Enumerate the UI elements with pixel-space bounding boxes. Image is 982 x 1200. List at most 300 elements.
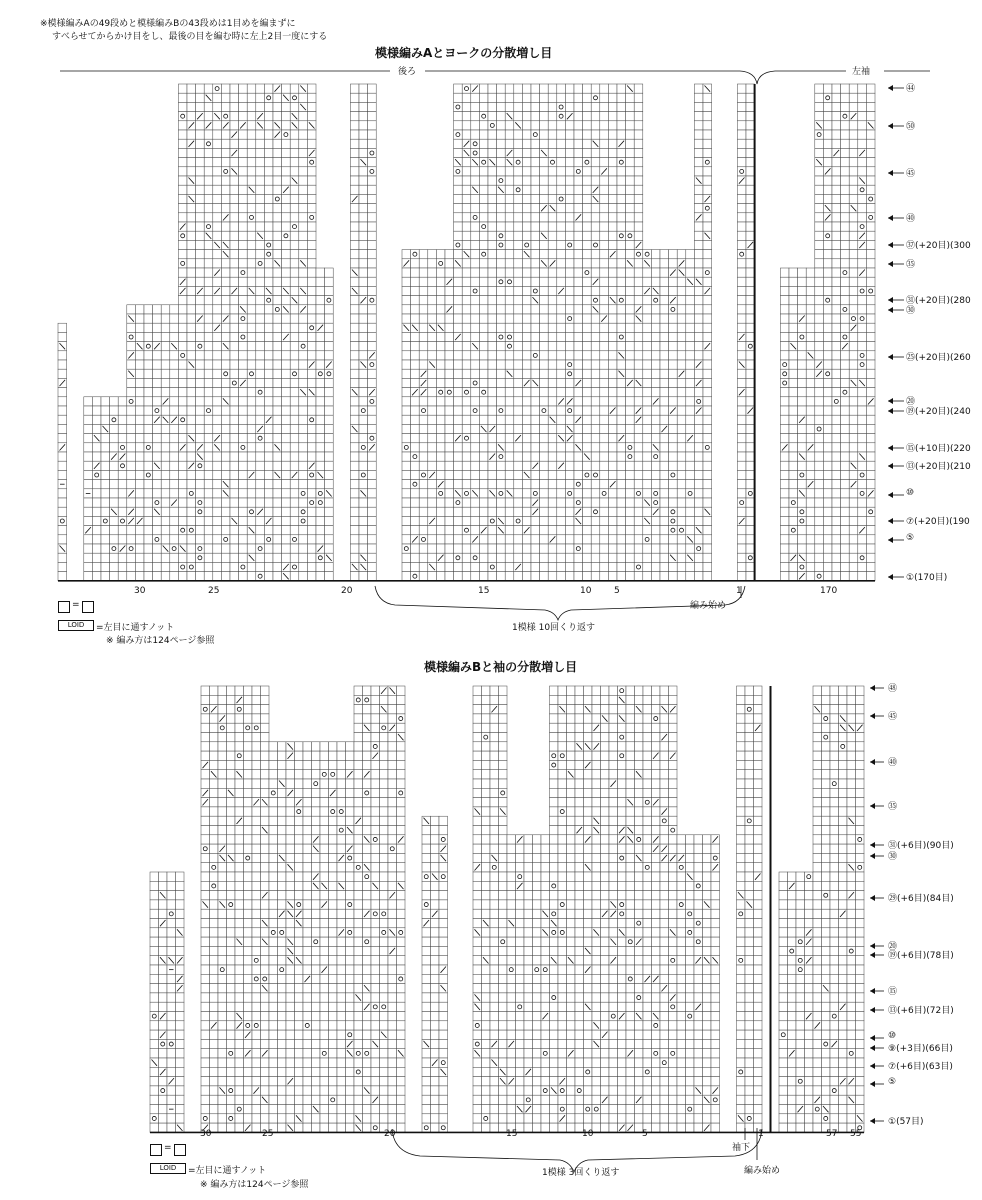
grid-cell — [218, 788, 227, 797]
grid-cell — [218, 984, 227, 993]
grid-cell — [252, 946, 261, 955]
grid-cell — [176, 891, 185, 900]
grid-cell — [167, 1021, 176, 1030]
grid-cell — [201, 1049, 210, 1058]
grid-cell — [201, 1012, 210, 1021]
grid-cell — [210, 956, 219, 965]
grid-cell — [244, 742, 253, 751]
grid-cell — [244, 1086, 253, 1095]
grid-cell — [218, 779, 227, 788]
grid-cell — [227, 1095, 236, 1104]
chart-a-row-label: ⑲(+20目)(240 — [906, 407, 971, 417]
grid-cell — [244, 1012, 253, 1021]
grid-cell — [269, 788, 278, 797]
grid-cell — [201, 733, 210, 742]
grid-cell — [210, 1086, 219, 1095]
grid-cell — [244, 881, 253, 890]
grid-cell — [261, 881, 270, 890]
grid-cell — [210, 760, 219, 769]
grid-cell — [167, 984, 176, 993]
grid-cell — [176, 1030, 185, 1039]
grid-cell — [227, 1123, 236, 1132]
grid-cell — [269, 835, 278, 844]
chart-a-row-label: ㊹ — [906, 84, 916, 94]
grid-cell — [201, 770, 210, 779]
grid-cell — [269, 826, 278, 835]
grid-cell — [252, 984, 261, 993]
grid-cell — [261, 1012, 270, 1021]
grid-cell — [235, 742, 244, 751]
grid-cell — [218, 1067, 227, 1076]
grid-cell — [244, 1095, 253, 1104]
grid-cell — [159, 965, 168, 974]
grid-cell — [210, 974, 219, 983]
grid-cell — [227, 872, 236, 881]
grid-cell — [252, 891, 261, 900]
grid-cell — [159, 881, 168, 890]
grid-cell — [159, 1123, 168, 1132]
grid-cell — [150, 1012, 159, 1021]
grid-cell — [210, 1012, 219, 1021]
grid-cell — [210, 946, 219, 955]
grid-cell — [167, 1095, 176, 1104]
grid-cell — [261, 1077, 270, 1086]
grid-cell — [261, 788, 270, 797]
grid-cell — [227, 900, 236, 909]
grid-cell — [218, 1114, 227, 1123]
grid-cell — [159, 872, 168, 881]
grid-cell — [150, 1105, 159, 1114]
grid-cell — [167, 1002, 176, 1011]
grid-cell — [261, 974, 270, 983]
grid-cell — [261, 733, 270, 742]
grid-cell — [176, 1105, 185, 1114]
grid-cell — [167, 1123, 176, 1132]
grid-cell — [201, 1095, 210, 1104]
grid-cell — [201, 881, 210, 890]
grid-cell — [235, 714, 244, 723]
grid-cell — [218, 919, 227, 928]
grid-cell — [252, 779, 261, 788]
grid-cell — [244, 863, 253, 872]
grid-cell — [244, 1058, 253, 1067]
grid-cell — [261, 807, 270, 816]
chart-a-row-label: ㊺ — [906, 169, 916, 179]
grid-cell — [159, 937, 168, 946]
grid-cell — [210, 872, 219, 881]
grid-cell — [218, 835, 227, 844]
grid-cell — [227, 751, 236, 760]
grid-cell — [244, 993, 253, 1002]
grid-cell — [210, 788, 219, 797]
grid-cell — [201, 742, 210, 751]
grid-cell — [150, 919, 159, 928]
grid-cell — [201, 872, 210, 881]
grid-cell — [201, 919, 210, 928]
grid-cell — [150, 900, 159, 909]
grid-cell — [261, 751, 270, 760]
grid-cell — [252, 1077, 261, 1086]
grid-cell — [252, 807, 261, 816]
grid-cell — [261, 705, 270, 714]
grid-cell — [252, 835, 261, 844]
grid-cell — [150, 1123, 159, 1132]
grid-cell — [201, 844, 210, 853]
grid-cell — [244, 1067, 253, 1076]
grid-cell — [210, 807, 219, 816]
grid-cell — [210, 937, 219, 946]
grid-cell — [252, 695, 261, 704]
grid-cell — [235, 1114, 244, 1123]
chart-b-title: 模様編みBと袖の分散増し目 — [424, 660, 578, 674]
grid-cell — [227, 984, 236, 993]
grid-cell — [218, 965, 227, 974]
grid-cell — [252, 788, 261, 797]
grid-cell — [210, 798, 219, 807]
grid-cell — [244, 1105, 253, 1114]
grid-cell — [210, 1049, 219, 1058]
grid-cell — [201, 928, 210, 937]
grid-cell — [252, 863, 261, 872]
grid-cell — [252, 974, 261, 983]
grid-cell — [150, 965, 159, 974]
grid-cell — [252, 919, 261, 928]
grid-cell — [227, 779, 236, 788]
grid-cell — [244, 714, 253, 723]
grid-cell — [227, 965, 236, 974]
grid-cell — [244, 686, 253, 695]
grid-cell — [218, 686, 227, 695]
grid-cell — [176, 1114, 185, 1123]
grid-cell — [201, 937, 210, 946]
grid-cell — [235, 984, 244, 993]
grid-cell — [235, 872, 244, 881]
grid-cell — [201, 1039, 210, 1048]
grid-cell — [261, 946, 270, 955]
grid-cell — [218, 974, 227, 983]
grid-cell — [176, 937, 185, 946]
grid-cell — [218, 770, 227, 779]
grid-cell — [167, 909, 176, 918]
grid-cell — [201, 956, 210, 965]
grid-cell — [218, 742, 227, 751]
grid-cell — [210, 844, 219, 853]
grid-cell — [167, 937, 176, 946]
chart-a-column-number: 25 — [208, 586, 220, 596]
grid-cell — [252, 1021, 261, 1030]
grid-cell — [269, 798, 278, 807]
grid-cell — [235, 900, 244, 909]
grid-cell — [269, 751, 278, 760]
grid-cell — [176, 1012, 185, 1021]
grid-cell — [176, 881, 185, 890]
grid-cell — [210, 1077, 219, 1086]
grid-cell — [201, 1105, 210, 1114]
grid-cell — [201, 705, 210, 714]
top-note-line2: すべらせてからかけ目をし、最後の目を編む時に左上2目一度にする — [52, 32, 328, 42]
grid-cell — [176, 1067, 185, 1076]
chart-a-row-label: ㉚ — [906, 306, 916, 316]
grid-cell — [218, 1123, 227, 1132]
grid-cell — [159, 1086, 168, 1095]
chart-a-row-label: ⑳ — [906, 397, 916, 407]
grid-cell — [210, 919, 219, 928]
grid-cell — [235, 835, 244, 844]
grid-cell — [218, 695, 227, 704]
grid-cell — [167, 1114, 176, 1123]
grid-cell — [261, 844, 270, 853]
grid-cell — [176, 1049, 185, 1058]
grid-cell — [244, 779, 253, 788]
grid-cell — [252, 816, 261, 825]
grid-cell — [261, 1058, 270, 1067]
grid-cell — [235, 760, 244, 769]
grid-cell — [150, 881, 159, 890]
grid-cell — [252, 844, 261, 853]
grid-cell — [252, 853, 261, 862]
grid-cell — [227, 826, 236, 835]
grid-cell — [244, 1021, 253, 1030]
grid-cell — [176, 1077, 185, 1086]
grid-cell — [218, 891, 227, 900]
grid-cell — [244, 965, 253, 974]
grid-cell — [210, 742, 219, 751]
grid-cell — [252, 909, 261, 918]
grid-cell — [176, 1021, 185, 1030]
grid-cell — [167, 872, 176, 881]
grid-cell — [210, 900, 219, 909]
grid-cell — [261, 779, 270, 788]
grid-cell — [252, 1123, 261, 1132]
grid-cell — [159, 1077, 168, 1086]
grid-cell — [227, 723, 236, 732]
grid-cell — [227, 1039, 236, 1048]
grid-cell — [227, 705, 236, 714]
grid-cell — [235, 928, 244, 937]
grid-cell — [261, 1086, 270, 1095]
grid-cell — [269, 779, 278, 788]
grid-cell — [218, 863, 227, 872]
grid-cell — [261, 928, 270, 937]
grid-cell — [244, 909, 253, 918]
grid-cell — [227, 1012, 236, 1021]
grid-cell — [210, 1105, 219, 1114]
grid-cell — [235, 1123, 244, 1132]
grid-cell — [218, 881, 227, 890]
grid-cell — [227, 760, 236, 769]
grid-cell — [244, 705, 253, 714]
grid-cell — [244, 984, 253, 993]
grid-cell — [252, 1002, 261, 1011]
grid-cell — [244, 1114, 253, 1123]
grid-cell — [159, 909, 168, 918]
grid-cell — [176, 1002, 185, 1011]
chart-a-column-number: 20 — [341, 586, 353, 596]
grid-cell — [210, 984, 219, 993]
grid-cell — [235, 751, 244, 760]
grid-cell — [167, 1067, 176, 1076]
grid-cell — [210, 816, 219, 825]
grid-cell — [201, 863, 210, 872]
grid-cell — [218, 1058, 227, 1067]
grid-cell — [261, 1021, 270, 1030]
grid-cell — [244, 835, 253, 844]
grid-cell — [261, 1067, 270, 1076]
grid-cell — [218, 956, 227, 965]
grid-cell — [150, 993, 159, 1002]
chart-a-column-number: 5 — [614, 586, 620, 596]
grid-cell — [227, 1086, 236, 1095]
grid-cell — [167, 993, 176, 1002]
grid-cell — [244, 723, 253, 732]
grid-cell — [235, 779, 244, 788]
grid-cell — [218, 798, 227, 807]
grid-cell — [201, 807, 210, 816]
grid-cell — [235, 956, 244, 965]
grid-cell — [210, 891, 219, 900]
grid-cell — [235, 909, 244, 918]
grid-cell — [244, 770, 253, 779]
grid-cell — [176, 1086, 185, 1095]
grid-cells — [150, 686, 864, 1132]
grid-cell — [176, 1058, 185, 1067]
grid-cell — [210, 881, 219, 890]
grid-cell — [210, 1114, 219, 1123]
grid-cell — [261, 872, 270, 881]
grid-cell — [201, 974, 210, 983]
grid-cell — [150, 872, 159, 881]
grid-cell — [201, 1067, 210, 1076]
grid-cell — [252, 1105, 261, 1114]
grid-cell — [269, 807, 278, 816]
grid-cell — [252, 1039, 261, 1048]
grid-cell — [210, 909, 219, 918]
grid-cell — [261, 993, 270, 1002]
chart-a-row-label: ⑦(+20目)(190 — [906, 517, 970, 527]
grid-cell — [227, 919, 236, 928]
grid-cell — [269, 853, 278, 862]
grid-cell — [261, 760, 270, 769]
grid-cell — [261, 742, 270, 751]
grid-cell — [261, 956, 270, 965]
chart-a-legend-ref: ※ 編み方は124ページ参照 — [106, 636, 215, 646]
grid-cell — [252, 770, 261, 779]
grid-cell — [244, 946, 253, 955]
grid-cell — [210, 695, 219, 704]
grid-cell — [201, 965, 210, 974]
grid-cell — [218, 1012, 227, 1021]
grid-cell — [210, 1030, 219, 1039]
grid-cell — [176, 965, 185, 974]
grid-cell — [261, 965, 270, 974]
grid-cell — [244, 928, 253, 937]
grid-cell — [235, 1077, 244, 1086]
chart-a-title: 模様編みAとヨークの分散増し目 — [375, 46, 553, 60]
grid-cell — [150, 984, 159, 993]
grid-cell — [167, 946, 176, 955]
grid-cell — [252, 1012, 261, 1021]
grid-cell — [176, 872, 185, 881]
grid-cell — [252, 993, 261, 1002]
grid-cell — [252, 1067, 261, 1076]
grid-cell — [176, 1095, 185, 1104]
grid-cell — [201, 946, 210, 955]
grid-cell — [210, 928, 219, 937]
chart-a-column-number: 30 — [134, 586, 146, 596]
grid-cell — [150, 946, 159, 955]
chart-a-start-label: 編み始め — [690, 601, 727, 611]
grid-cell — [261, 909, 270, 918]
grid-cell — [150, 891, 159, 900]
grid-cell — [227, 844, 236, 853]
grid-cell — [252, 751, 261, 760]
top-note-line1: ※模様編みAの49段めと模様編みBの43段めは1目めを編まずに — [40, 19, 296, 29]
grid-cell — [201, 686, 210, 695]
grid-cell — [227, 974, 236, 983]
grid-cell — [218, 733, 227, 742]
grid-cell — [235, 946, 244, 955]
grid-cell — [252, 881, 261, 890]
chart-a-row-label: ⑩ — [906, 488, 915, 498]
grid-cell — [252, 826, 261, 835]
grid-cell — [261, 1030, 270, 1039]
grid-cell — [235, 881, 244, 890]
grid-cell — [218, 1095, 227, 1104]
grid-cell — [227, 1058, 236, 1067]
grid-cell — [210, 723, 219, 732]
grid-cell — [159, 1105, 168, 1114]
grid-cell — [244, 798, 253, 807]
chart-a-repeat-label: 1模様 10回くり返す — [512, 623, 596, 633]
grid-cell — [218, 937, 227, 946]
grid-cell — [176, 900, 185, 909]
grid-cell — [235, 826, 244, 835]
grid-cell — [252, 872, 261, 881]
grid-cell — [218, 1049, 227, 1058]
grid-cell — [235, 993, 244, 1002]
grid-cell — [269, 760, 278, 769]
grid-cell — [159, 1049, 168, 1058]
grid-cell — [244, 974, 253, 983]
grid-cell — [150, 1030, 159, 1039]
grid-cell — [235, 733, 244, 742]
grid-cell — [227, 891, 236, 900]
grid-cell — [167, 1049, 176, 1058]
grid-cell — [218, 816, 227, 825]
grid-cell — [201, 1030, 210, 1039]
grid-cell — [235, 1058, 244, 1067]
grid-cell — [167, 891, 176, 900]
grid-cell — [159, 1039, 168, 1048]
grid-cell — [235, 965, 244, 974]
chart-a-row-label: ㉕(+20目)(260 — [906, 353, 971, 363]
grid-cell — [227, 993, 236, 1002]
grid-cell — [235, 1086, 244, 1095]
grid-cell — [150, 1039, 159, 1048]
grid-cell — [261, 770, 270, 779]
grid-cell — [218, 872, 227, 881]
grid-cell — [269, 770, 278, 779]
grid-cell — [261, 816, 270, 825]
grid-cell — [244, 807, 253, 816]
grid-cell — [252, 1095, 261, 1104]
grid-cell — [227, 1105, 236, 1114]
grid-cell — [210, 714, 219, 723]
grid-cell — [235, 863, 244, 872]
grid-cell — [261, 1105, 270, 1114]
grid-cell — [210, 993, 219, 1002]
grid-cell — [227, 816, 236, 825]
